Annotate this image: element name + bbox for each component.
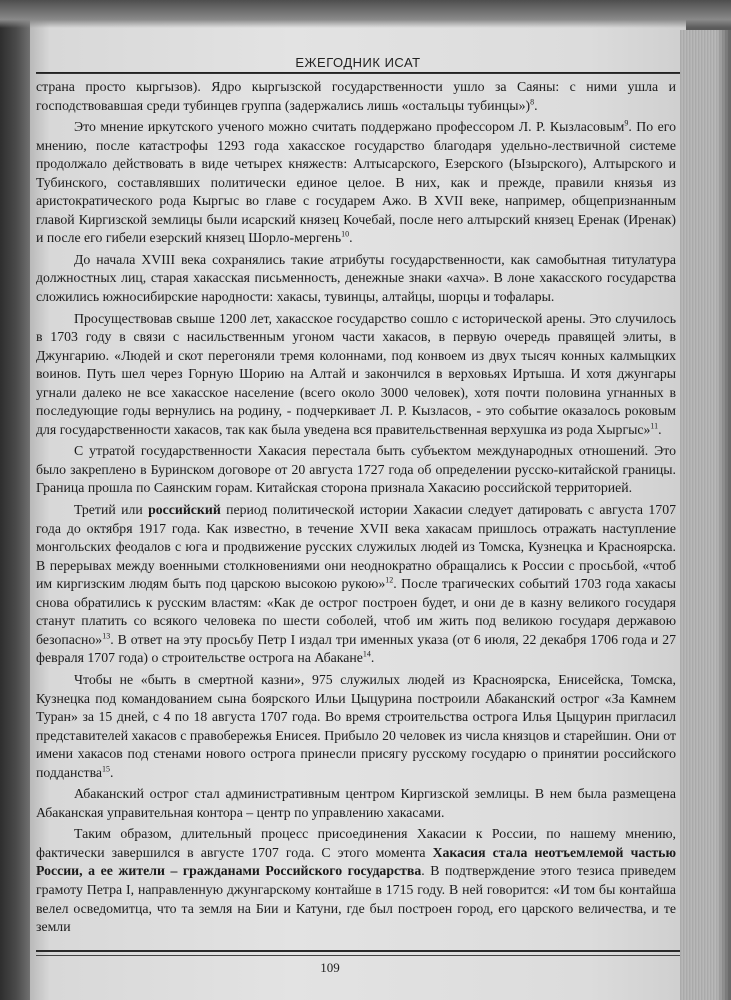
text-segment: . xyxy=(658,421,662,437)
paragraph xyxy=(36,671,676,782)
footer-rule xyxy=(36,950,680,952)
text-segment: Просуществовав свыше 1200 лет, хакасское государство сошло с исторической арены. Это случилось в 1703 году в связи с насильственным угоном части хакасов, в первую очередь правящей элиты, в Джунгарию. «Людей и скот перегоняли тремя колоннами, под конвоем из двух тысяч конных калмыцких воинов. Путь шел через Горную Шорию на Алтай и закончился в верховьях Иртыша. И хотя джунгары угнали далеко не все хакасское население (всего около 3000 человек), хотя почти половина угнанных в последующие годы вернулись на родину, - подчеркивает Л. Р. Кызласов, - это событие оказалось роковым для государственности хакасов, так как была уведена вся правительственная верхушка из рода Хыргыс» xyxy=(36,310,676,437)
text-segment: . xyxy=(349,230,353,246)
text-segment: До начала XVIII века сохранялись такие атрибуты государственности, как самобытная титулатура должностных лиц, старая хакасская письменность, денежные знаки «ахча». В лоне хакасского государства сложились южносибирские народности: хакасы, тувинцы, алтайцы, шорцы и тофалары. xyxy=(36,251,676,305)
text-segment: Таким образом, длительный процесс присоединения Хакасии к России, по нашему мнению, фактически завершился в августе 1707 года. С этого момента xyxy=(36,826,676,860)
text-segment: Третий или xyxy=(74,502,149,518)
paragraph xyxy=(36,251,676,307)
running-header xyxy=(36,52,680,74)
text-segment: С утратой государственности Хакасия перестала быть субъектом международных отношений. Это было закреплено в Буринском договоре от 20 августа 1727 года об определении русско-китайской границы. Граница прошла по Саянским горам. Китайская сторона признала Хакасию российской территорией. xyxy=(36,443,676,496)
footnote-marker: 15 xyxy=(102,764,111,774)
text-segment: . xyxy=(534,97,538,113)
footnote-marker: 13 xyxy=(102,631,111,641)
paragraph xyxy=(36,118,676,248)
scan-top-shadow xyxy=(0,0,731,28)
paragraph xyxy=(36,785,676,822)
footnote-marker: 11 xyxy=(650,421,659,431)
footnote-marker: 8 xyxy=(530,96,535,106)
footnote-marker: 12 xyxy=(385,575,394,585)
text-segment: . В ответ на эту просьбу Петр I издал три именных указа (от 6 июля, 22 декабря 1706 года и 27 февраля 1707 года) о строительстве острога на Абакане xyxy=(36,631,676,666)
footnote-marker: 14 xyxy=(362,649,371,659)
header-rule xyxy=(36,72,680,74)
text-segment: . По его мнению, после катастрофы 1293 года хакасское государство благодаря удельно-лествичной системе продолжало действовать в виде четырех княжеств: Алтысарского, Езерского (Ызырского), Алтырского и Тубинского, составлявших политически единое целое. В них, как и прежде, правили князья из аристократического рода Кыргыс во главе с государем Ажо. В XVII веке, например, общепризнанным главой Киргизской землицы были исарский князец Кочебай, после него алтырский князец Еренак (Иренак) и после его гибели езерский князец Шорло-мергень xyxy=(36,119,676,246)
text-segment: Чтобы не «быть в смертной казни», 975 служилых людей из Красноярска, Енисейска, Томска, Кузнецка под командованием сына боярского Ильи Цыцурина построили Абаканский острог «За Камнем Туран» за 15 дней, с 4 по 18 августа 1707 года. Во время строительства острога Илья Цыцурин пригласил представителей хакасов с правобережья Енисея. Прибыло 20 человек из числа князцов и старейшин. Они от имени хакасов под стенами нового острога принесли присягу русскому государю о принятии российского подданства xyxy=(36,671,676,780)
footnote-marker: 9 xyxy=(624,118,629,128)
page-edges xyxy=(680,30,731,1000)
text-segment: Абаканский острог стал административным центром Киргизской землицы. В нем была размещена Абаканская управительная контора – центр по управлению хакасами. xyxy=(36,786,676,820)
footnote-marker: 10 xyxy=(341,229,350,239)
bold-text: Хакасия стала неотъемлемой частью России, а ее жители – гражданами Российского государства xyxy=(36,844,676,879)
text-segment: Это мнение иркутского ученого можно считать поддержано профессором Л. Р. Кызласовым xyxy=(74,119,625,135)
bold-text: российский xyxy=(148,502,221,518)
running-header-title: ЕЖЕГОДНИК ИСАТ xyxy=(295,55,421,70)
text-segment: . xyxy=(370,650,375,666)
text-segment: период политической истории Хакасии следует датировать с августа 1707 года до октября 1917 года. Как известно, в течение XVII века хакасам пришлось отражать наступление монгольских феодалов с юга и продвижение русских служилых людей из Томска, Кузнецка и Красноярска. В перерывах между военными столкновениями они неоднократно обращались к России с просьбой, «чтоб им киргизским людям быть под царскою высокою рукою» xyxy=(36,502,676,592)
text-segment: . После трагических событий 1703 года хакасы снова обратились к русским властям: «Как де острог построен будет, и они де в казну великого государя станут платить со всякого человека по шести соболей, чтоб им жить под великою государя державою безопасно» xyxy=(36,576,676,647)
paragraph xyxy=(36,442,676,498)
footer-rule-thin xyxy=(36,955,680,956)
page-number: 109 xyxy=(320,960,340,975)
paragraph xyxy=(36,310,676,440)
paragraph xyxy=(36,501,676,668)
text-segment: . xyxy=(110,764,114,780)
text-segment: . В подтверждение этого тезиса приведем грамоту Петра I, направленную джунгарскому контайше в 1715 году. В ней говорится: «И том бы контайша велел осведомитца, что та земля на Бии и Катуни, где был построен город, его царского величества, и те земли xyxy=(36,863,676,935)
paragraph xyxy=(36,78,676,115)
text-segment: страна просто кыргызов). Ядро кыргызской государственности ушло за Саяны: с ними ушла и господствовавшая среди тубинцев группа (задержались лишь «остальцы тубинцы») xyxy=(36,79,676,113)
paragraph xyxy=(36,825,676,936)
body-text xyxy=(36,78,676,937)
